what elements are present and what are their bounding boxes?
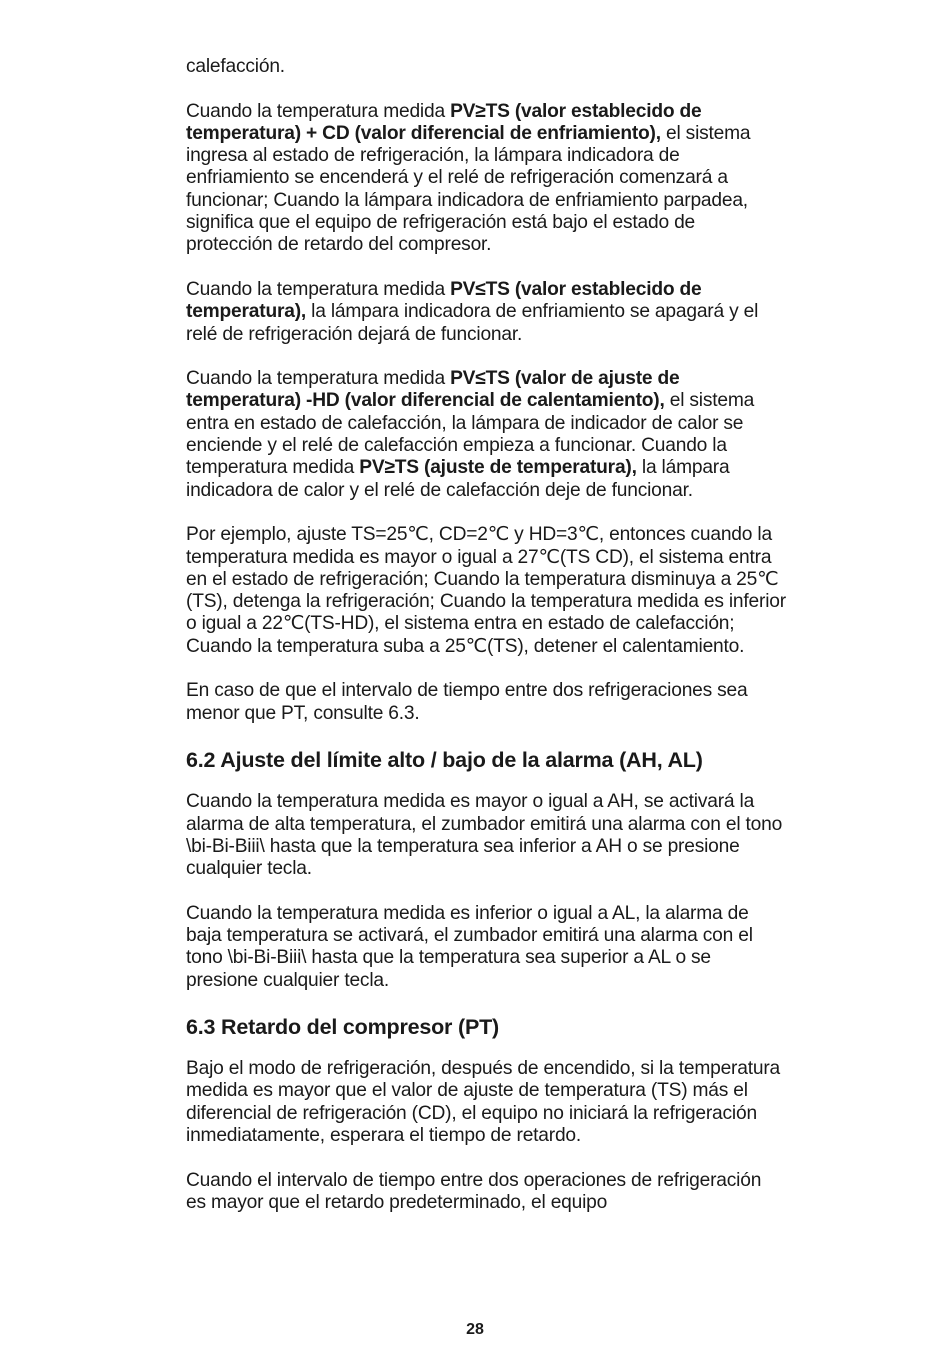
section-heading-6-2: 6.2 Ajuste del límite alto / bajo de la alarma (AH, AL) bbox=[186, 748, 703, 773]
bold-condition: PV≤TS (valor de ajuste de temperatura) -HD (valor diferencial de calentamiento), bbox=[186, 368, 680, 412]
paragraph-cooling-stop bbox=[186, 279, 786, 346]
paragraph-continuation: calefacción. bbox=[186, 56, 285, 77]
text-run: Cuando la temperatura medida bbox=[186, 368, 451, 390]
bold-condition: PV≥TS (valor establecido de temperatura) + CD (valor diferencial de enfriamiento), bbox=[186, 100, 702, 144]
paragraph-interval-continuation: Cuando el intervalo de tiempo entre dos operaciones de refrigeración es mayor que el retardo predeterminado, el equipo bbox=[186, 1169, 762, 1213]
document-body bbox=[186, 56, 786, 1237]
page-number: 28 bbox=[466, 1321, 484, 1338]
text-run: la lámpara indicadora de enfriamiento se apagará y el relé de refrigeración dejará de funcionar. bbox=[186, 301, 759, 345]
paragraph-interval-note: En caso de que el intervalo de tiempo entre dos refrigeraciones sea menor que PT, consulte 6.3. bbox=[186, 680, 748, 724]
paragraph-cooling-start bbox=[186, 101, 786, 257]
bold-condition: PV≤TS (valor establecido de temperatura), bbox=[186, 278, 702, 323]
bold-condition: PV≥TS (ajuste de temperatura), bbox=[359, 457, 637, 479]
paragraph-example: Por ejemplo, ajuste TS=25℃, CD=2℃ y HD=3℃, entonces cuando la temperatura medida es mayor o igual a 27℃(TS CD), el sistema entra en el estado de refrigeración; Cuando la temperatura disminuya a 25℃(TS), detenga la refrigeración; Cuando la temperatura medida es inferior o igual a 22℃(TS-HD), el sistema entra en estado de calefacción; Cuando la temperatura suba a 25℃(TS), detener el calentamiento. bbox=[186, 524, 786, 657]
text-run: Cuando la temperatura medida bbox=[186, 100, 451, 122]
paragraph-low-alarm: Cuando la temperatura medida es inferior o igual a AL, la alarma de baja temperatura se activará, el zumbador emitirá una alarma con el tono \bi-Bi-Biii\ hasta que la temperatura sea superior a AL o se presione cualquier tecla. bbox=[186, 902, 753, 991]
section-heading-6-3: 6.3 Retardo del compresor (PT) bbox=[186, 1015, 499, 1040]
paragraph-heating bbox=[186, 368, 786, 502]
paragraph-compressor-delay: Bajo el modo de refrigeración, después de encendido, si la temperatura medida es mayor que el valor de ajuste de temperatura (TS) más el diferencial de refrigeración (CD), el equipo no iniciará la refrigeración inmediatamente, esperara el tiempo de retardo. bbox=[186, 1058, 780, 1147]
text-run: el sistema entra en estado de calefacción, la lámpara de indicador de calor se enciende y el relé de calefacción empieza a funcionar. Cuando la temperatura medida bbox=[186, 390, 755, 479]
paragraph-high-alarm: Cuando la temperatura medida es mayor o igual a AH, se activará la alarma de alta temperatura, el zumbador emitirá una alarma con el tono \bi-Bi-Biii\ hasta que la temperatura sea inferior a AH o se presione cualquier tecla. bbox=[186, 791, 783, 880]
text-run: la lámpara indicadora de calor y el relé de calefacción deje de funcionar. bbox=[186, 457, 730, 501]
text-run: Cuando la temperatura medida bbox=[186, 278, 451, 300]
text-run: el sistema ingresa al estado de refrigeración, la lámpara indicadora de enfriamiento se encenderá y el relé de refrigeración comenzará a funcionar; Cuando la lámpara indicadora de enfriamiento parpadea, significa que el equipo de refrigeración está bajo el estado de protección de retardo del compresor. bbox=[186, 122, 751, 256]
